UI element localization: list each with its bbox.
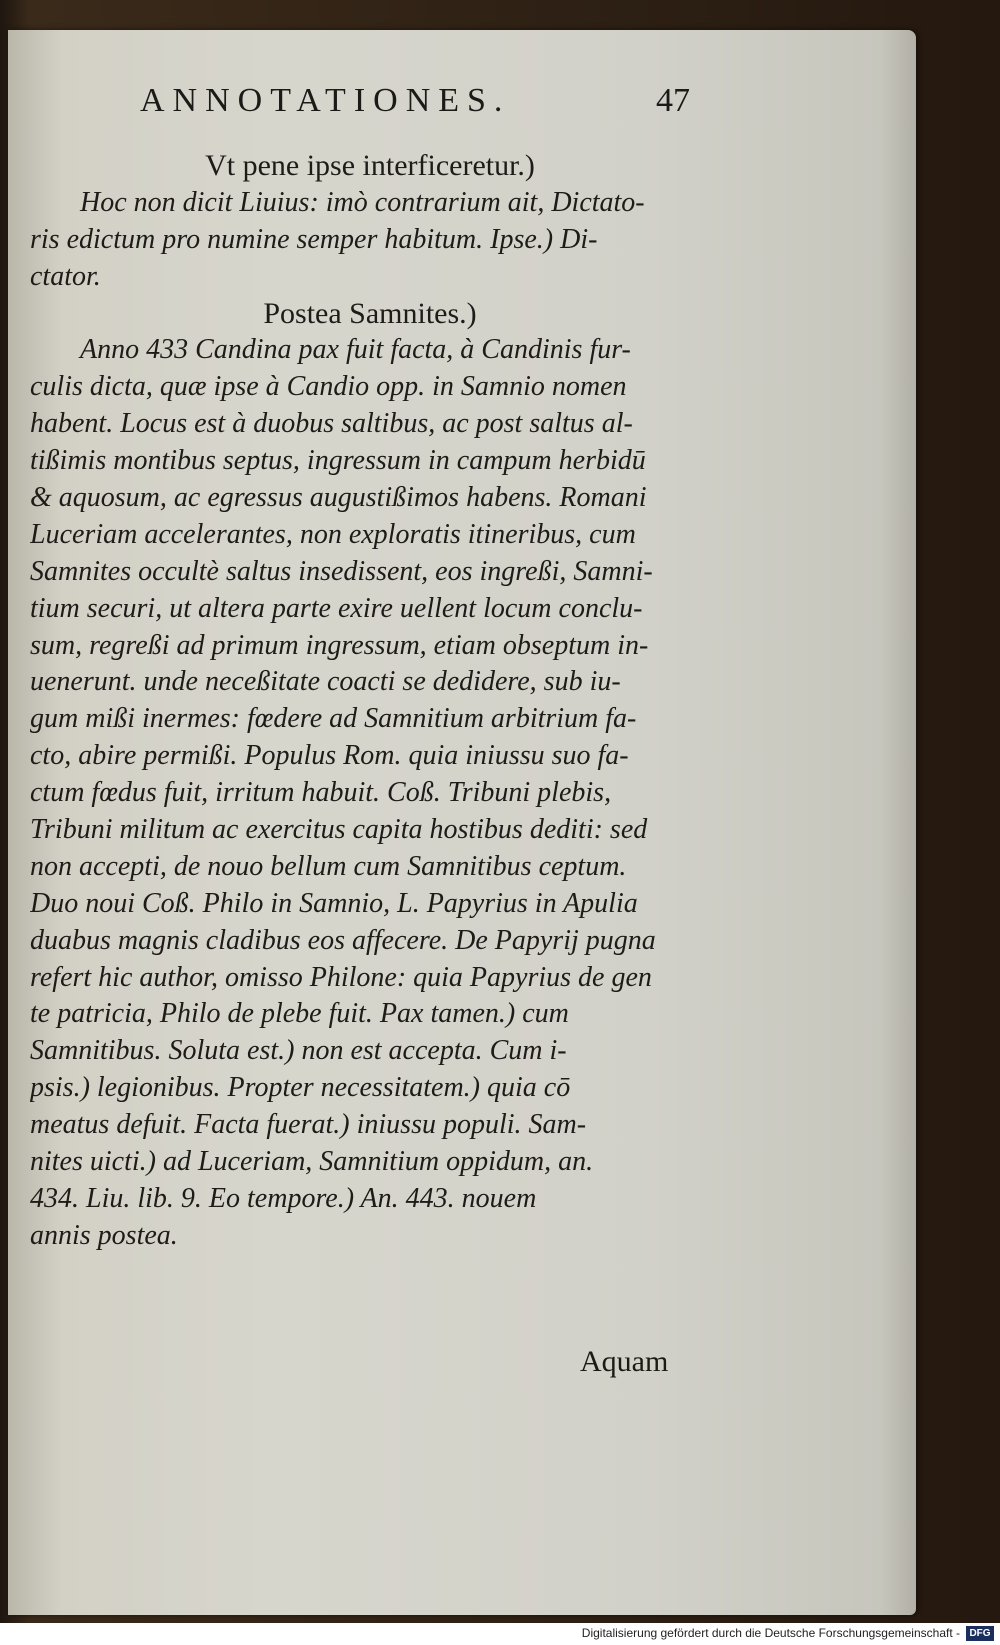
page-number: 47 xyxy=(656,82,690,119)
text-line: Postea Samnites.) xyxy=(263,296,477,330)
text-line: duabus magnis cladibus eos affecere. De Papyrij pugna xyxy=(30,924,656,956)
text-line: ctum fœdus fuit, irritum habuit. Coß. Tribuni plebis, xyxy=(30,777,612,809)
text-line: habent. Locus est à duobus saltibus, ac post saltus al- xyxy=(30,408,633,440)
text-line: Duo noui Coß. Philo in Samnio, L. Papyrius in Apulia xyxy=(30,887,638,919)
footer-credit: Digitalisierung gefördert durch die Deutsche Forschungsgemeinschaft - xyxy=(581,1626,960,1640)
text-line: psis.) legionibus. Propter necessitatem.) quia cō xyxy=(30,1072,571,1104)
text-line: tium securi, ut altera parte exire uellent locum conclu- xyxy=(30,592,643,624)
footer-bar xyxy=(0,1623,1000,1645)
catchword: Aquam xyxy=(580,1345,669,1378)
text-line: ctator. xyxy=(30,260,101,292)
dfg-logo-icon: DFG xyxy=(966,1626,994,1641)
text-line: sum, regreßi ad primum ingressum, etiam obseptum in- xyxy=(30,629,649,661)
running-head xyxy=(130,82,690,126)
text-line: tißimis montibus septus, ingressum in campum herbidū xyxy=(30,445,646,477)
text-line: Luceriam accelerantes, non exploratis itineribus, cum xyxy=(30,518,636,550)
text-line: ris edictum pro numine semper habitum. Ipse.) Di- xyxy=(30,223,598,255)
text-line: nites uicti.) ad Luceriam, Samnitium oppidum, an. xyxy=(30,1146,594,1178)
text-line: Samnitibus. Soluta est.) non est accepta. Cum i- xyxy=(30,1035,567,1067)
text-line: refert hic author, omisso Philone: quia Papyrius de gen xyxy=(30,961,652,993)
text-line: Vt pene ipse interficeretur.) xyxy=(205,149,535,182)
text-line: Anno 433 Candina pax fuit facta, à Candinis fur- xyxy=(80,334,631,366)
text-line: Hoc non dicit Liuius: imò contrarium ait, Dictato- xyxy=(80,186,645,218)
body-text xyxy=(30,148,710,1255)
running-head-title: ANNOTATIONES. xyxy=(140,82,511,119)
text-line: & aquosum, ac egressus augustißimos habens. Romani xyxy=(30,482,647,514)
text-line: culis dicta, quæ ipse à Candio opp. in Samnio nomen xyxy=(30,371,627,403)
text-line: uenerunt. unde neceßitate coacti se dedidere, sub iu- xyxy=(30,666,621,698)
text-line: non accepti, de nouo bellum cum Samnitibus ceptum. xyxy=(30,850,627,882)
text-line: gum mißi inermes: fœdere ad Samnitium arbitrium fa- xyxy=(30,703,637,735)
text-line: Tribuni militum ac exercitus capita hostibus dediti: sed xyxy=(30,814,648,846)
text-line: meatus defuit. Facta fuerat.) iniussu populi. Sam- xyxy=(30,1109,587,1141)
text-line: cto, abire permißi. Populus Rom. quia iniussu suo fa- xyxy=(30,740,629,772)
text-line: annis postea. xyxy=(30,1219,178,1251)
text-line: te patricia, Philo de plebe fuit. Pax tamen.) cum xyxy=(30,998,569,1030)
text-line: 434. Liu. lib. 9. Eo tempore.) An. 443. nouem xyxy=(30,1182,537,1214)
text-line: Samnites occultè saltus insedissent, eos ingreßi, Samni- xyxy=(30,555,653,587)
